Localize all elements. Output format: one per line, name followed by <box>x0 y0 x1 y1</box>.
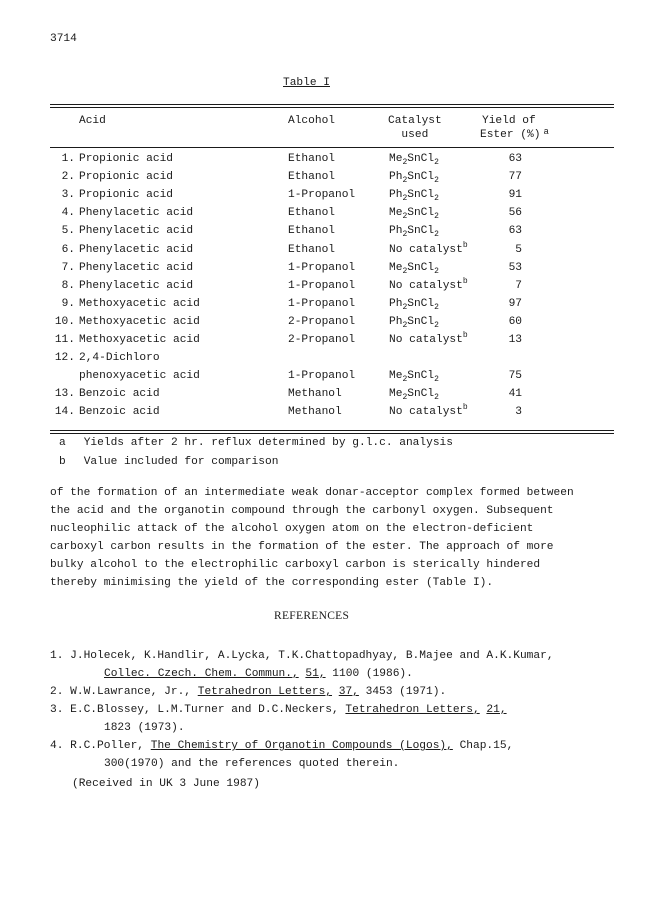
header-catalyst: Catalyst used <box>388 115 442 141</box>
row-number: 3. <box>61 189 75 202</box>
references-heading: REFERENCES <box>274 610 350 622</box>
table-row <box>50 189 614 207</box>
table-header-rule <box>50 147 614 148</box>
table-bottom-rule-2 <box>50 433 614 434</box>
yield-cell: 56 <box>508 207 522 220</box>
yield-cell: 91 <box>508 189 522 202</box>
table-bottom-rule <box>50 430 614 431</box>
body-paragraph <box>50 484 620 592</box>
reference-1: 1. J.Holecek, K.Handlir, A.Lycka, T.K.Chattopadhyay, B.Majee and A.K.Kumar, Collec. Czech. Chem. Commun., 51, 1100 (1986). <box>50 650 554 680</box>
reference-4: 4. R.C.Poller, The Chemistry of Organotin Compounds (Logos), Chap.15, 300(1970) and the references quoted therein. <box>50 740 514 770</box>
table-top-rule-2 <box>50 107 614 108</box>
alcohol-cell: 2-Propanol <box>288 334 356 346</box>
row-number: 12. <box>54 352 75 365</box>
alcohol-cell: 1-Propanol <box>288 370 356 383</box>
table-row <box>50 171 614 189</box>
yield-cell: 53 <box>508 261 522 274</box>
row-number: 5. <box>61 225 75 238</box>
table-row <box>50 316 614 334</box>
acid-cell: Propionic acid <box>79 189 173 202</box>
alcohol-cell: Ethanol <box>288 225 335 238</box>
header-acid: Acid <box>79 115 106 127</box>
alcohol-cell: 1-Propanol <box>288 279 356 292</box>
catalyst-cell: No catalyst$^b$ <box>389 331 468 346</box>
paragraph-line: thereby minimising the yield of the corresponding ester (Table I). <box>50 577 494 589</box>
yield-cell: 7 <box>515 279 522 292</box>
header-alcohol: Alcohol <box>288 115 335 127</box>
catalyst-cell: $Me_2SnCl_2$ <box>389 370 439 385</box>
alcohol-cell: 1-Propanol <box>288 261 356 274</box>
acid-cell: phenoxyacetic acid <box>79 370 200 383</box>
yield-cell: 75 <box>508 370 522 383</box>
yield-cell: 3 <box>515 406 522 419</box>
page-number: 3714 <box>50 33 77 45</box>
alcohol-cell: Ethanol <box>288 171 335 184</box>
acid-cell: Phenylacetic acid <box>79 243 194 256</box>
reference-2: 2. W.W.Lawrance, Jr., Tetrahedron Letters, 37, 3453 (1971). <box>50 686 447 698</box>
catalyst-cell: $Me_2SnCl_2$ <box>389 153 439 167</box>
yield-cell: 5 <box>515 243 522 256</box>
paragraph-line: nucleophilic attack of the alcohol oxygen atom on the electron-deficient <box>50 523 534 535</box>
table-row <box>50 225 614 243</box>
alcohol-cell: Ethanol <box>288 243 335 256</box>
catalyst-cell: No catalyst$^b$ <box>389 276 468 292</box>
catalyst-cell: $Ph_2SnCl_2$ <box>389 315 439 330</box>
catalyst-cell: $Ph_2SnCl_2$ <box>389 297 439 312</box>
acid-cell: Methoxyacetic acid <box>79 315 200 328</box>
yield-cell: 63 <box>508 153 522 165</box>
row-number: 6. <box>61 243 75 256</box>
acid-cell: Phenylacetic acid <box>79 207 194 220</box>
yield-cell: 60 <box>508 315 522 328</box>
alcohol-cell: 1-Propanol <box>288 189 356 202</box>
table-row <box>50 262 614 280</box>
table-row <box>50 388 614 406</box>
yield-cell: 41 <box>508 388 522 401</box>
alcohol-cell: 1-Propanol <box>288 297 356 310</box>
row-number: 9. <box>61 297 75 310</box>
acid-cell: Benzoic acid <box>79 388 160 401</box>
catalyst-cell: No catalyst$^b$ <box>389 403 468 419</box>
table-row <box>50 276 614 298</box>
row-number: 10. <box>54 315 75 328</box>
header-yield: Yield of Ester (%) $^a$ <box>480 115 549 141</box>
paragraph-line: of the formation of an intermediate weak donar-acceptor complex formed between <box>50 487 574 499</box>
paragraph-line: bulky alcohol to the electrophilic carboxyl carbon is sterically hindered <box>50 559 541 571</box>
catalyst-cell: $Me_2SnCl_2$ <box>389 207 439 222</box>
table-row <box>50 240 614 262</box>
acid-cell: Phenylacetic acid <box>79 279 194 292</box>
row-number: 11. <box>54 334 75 346</box>
received-date: (Received in UK 3 June 1987) <box>72 778 260 790</box>
catalyst-cell: $Me_2SnCl_2$ <box>389 388 439 403</box>
catalyst-cell: No catalyst$^b$ <box>389 240 468 256</box>
row-number: 2. <box>61 171 75 184</box>
catalyst-cell: $Ph_2SnCl_2$ <box>389 171 439 186</box>
acid-cell: Methoxyacetic acid <box>79 297 200 310</box>
alcohol-cell: Methanol <box>288 406 342 419</box>
yield-cell: 77 <box>508 171 522 184</box>
acid-cell: Phenylacetic acid <box>79 225 194 238</box>
acid-cell: Phenylacetic acid <box>79 261 194 274</box>
acid-cell: Benzoic acid <box>79 406 160 419</box>
alcohol-cell: 2-Propanol <box>288 315 356 328</box>
row-number: 1. <box>61 153 75 165</box>
alcohol-cell: Ethanol <box>288 207 335 220</box>
catalyst-cell: $Ph_2SnCl_2$ <box>389 225 439 240</box>
yield-cell: 13 <box>508 334 522 346</box>
row-number: 13. <box>54 388 75 401</box>
table-row <box>50 298 614 316</box>
alcohol-cell: Methanol <box>288 388 342 401</box>
acid-cell: Propionic acid <box>79 153 173 165</box>
row-number: 8. <box>61 279 75 292</box>
table-row <box>50 403 614 424</box>
table-row <box>50 207 614 225</box>
row-number: 4. <box>61 207 75 220</box>
acid-cell: Propionic acid <box>79 171 173 184</box>
table-top-rule <box>50 104 614 105</box>
table-row <box>50 331 614 352</box>
acid-cell: Methoxyacetic acid <box>79 334 200 346</box>
reference-3: 3. E.C.Blossey, L.M.Turner and D.C.Neckers, Tetrahedron Letters, 21, 1823 (1973). <box>50 704 507 734</box>
row-number: 14. <box>54 406 75 419</box>
yield-cell: 97 <box>508 297 522 310</box>
footnote-a: a Yields after 2 hr. reflux determined by g.l.c. analysis <box>59 437 453 449</box>
paragraph-line: carboxyl carbon results in the formation of the ester. The approach of more <box>50 541 554 553</box>
catalyst-cell: $Me_2SnCl_2$ <box>389 261 439 276</box>
paragraph-line: the acid and the organotin compound through the carbonyl oxygen. Subsequent <box>50 505 554 517</box>
yield-cell: 63 <box>508 225 522 238</box>
row-number: 7. <box>61 261 75 274</box>
table-title: Table I <box>283 77 330 89</box>
footnote-b: b Value included for comparison <box>59 456 279 468</box>
acid-cell: 2,4-Dichloro <box>79 352 160 365</box>
catalyst-cell: $Ph_2SnCl_2$ <box>389 189 439 204</box>
table-row <box>50 153 614 171</box>
alcohol-cell: Ethanol <box>288 153 335 165</box>
table-row <box>50 370 614 388</box>
table-row <box>50 352 614 370</box>
